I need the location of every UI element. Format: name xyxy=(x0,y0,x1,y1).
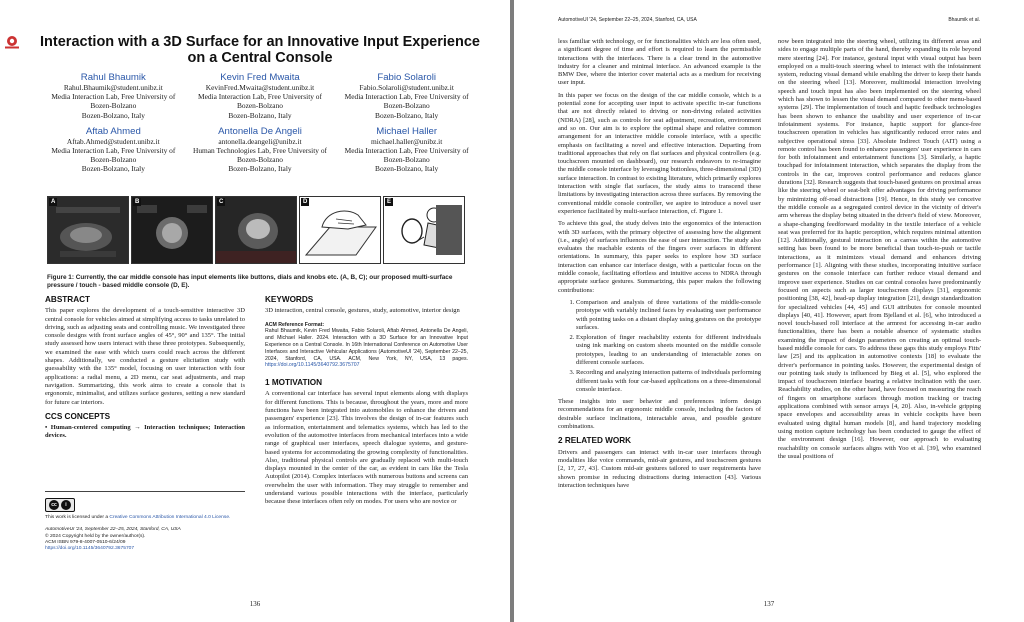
author-affiliation: Media Interaction Lab, Free University of Bozen-Bolzano xyxy=(344,92,469,111)
figure-panel-d xyxy=(299,196,381,264)
author-name: Rahul Bhaumik xyxy=(80,72,146,83)
contribution-item: 3. Recording and analyzing interaction patterns of individuals performing different tasks with four car-based applications on a three-dimensional console interface. xyxy=(576,369,761,394)
right-page xyxy=(514,0,1024,622)
figure-panel-a xyxy=(47,196,129,264)
column-1 xyxy=(558,38,761,494)
author-email: antonella.deangeli@unibz.it xyxy=(218,136,302,146)
author-location: Bozen-Bolzano, Italy xyxy=(375,110,439,120)
author-affiliation: Media Interaction Lab, Free University of Bozen-Bolzano xyxy=(198,92,322,111)
motivation-heading: 1 MOTIVATION xyxy=(265,378,323,388)
abstract-text: This paper explores the development of a touch-sensitive interactive 3D central console for vehicles aimed at simplifying access to tasks unrelated to driving, such as adjusting seats and controlling music. We investigated three console designs with front surface angles of 45°, 90° and 135°. The initial study assessed how users interact with these three prototypes. Subsequently, we examined the ease with which users could reach across the different shapes. Additionally, we conducted a gesture elicitation study with guessability with the 135° model, focusing on user interaction with four applications: a radial menu, a 2D menu, car seat adjustments, and map navigation. Summarizing, this work aims to create a console that is ergonomic, minimalist, and utilizes surface gestures, setting a new standard for future car interiors. xyxy=(45,307,245,406)
figure-1 xyxy=(47,196,465,264)
contribution-item: 1. Comparison and analysis of three variations of the middle-console prototype with variably inclined faces by evaluating user performance with pointing tasks on a distant display using gestures on the prototype surfaces. xyxy=(576,299,761,332)
author-location: Bozen-Bolzano, Italy xyxy=(81,164,145,174)
related-work-heading: 2 RELATED WORK xyxy=(558,436,632,446)
author-location: Bozen-Bolzano, Italy xyxy=(228,164,292,174)
copyright-line: © 2024 Copyright held by the owner/author(s). xyxy=(45,533,146,539)
left-page xyxy=(0,0,510,622)
page-number: 137 xyxy=(763,600,775,608)
paragraph: In this paper we focus on the design of the car middle console, which is a potential zone for accepting user input to activate specific in-car functions that are not directly related to driving or non-driving related activities (NDRA) [28], such as controls for seat adjustment, recreation, environment and so on. Our aim is to explore the optimal shape and relative common arrangement for an interactive middle console interface, with a specific emphasis on facilitating a novel and effective interaction. Departing from traditional approaches that rely on flat surfaces and physical controllers (e.g. touchscreen mounted on dashboard), our research endeavors to re-imagine the middle console interface by leveraging buttonless, three-dimensional (3D) surface interaction. In contrast to existing literature, which primarily explores interaction with single flat surfaces, the study aims to transcend these limitations by investigating interaction across three surfaces. By removing the conventional middle console controller, we aspire to introduce a novel user experience facilitated by multi-surface interaction, cf. Figure 1. xyxy=(558,91,761,215)
panel-label: D xyxy=(303,199,308,205)
console-knob-photo xyxy=(216,197,296,263)
panel-label: B xyxy=(135,199,140,205)
left-column xyxy=(45,296,245,445)
author-location: Bozen-Bolzano, Italy xyxy=(228,110,292,120)
author-affiliation: Human Technologies Lab, Free University of Bozen-Bolzano xyxy=(192,146,327,165)
license-text: This work is licensed under a xyxy=(45,515,109,520)
acm-reference xyxy=(265,322,468,370)
license-divider xyxy=(45,491,245,492)
author-block xyxy=(40,72,480,174)
hand-on-console-sketch xyxy=(300,197,380,263)
author-location: Bozen-Bolzano, Italy xyxy=(81,110,145,120)
author-1 xyxy=(40,72,187,120)
paragraph: Drivers and passengers can interact with in-car user interfaces through modalities like voice commands, mid-air gestures, and touchscreen gestures [2, 17, 27, 43]. Custom mid-air gestures tailored to user requirements have shown promise in reducing distractions during interaction [43]. Various interaction techniques have xyxy=(558,448,761,489)
ccs-text: • Human-centered computing → Interaction techniques; Interaction devices. xyxy=(45,424,245,440)
running-head-left: AutomotiveUI '24, September 22–25, 2024, Stanford, CA, USA xyxy=(558,17,697,23)
author-email: Rahul.Bhaumik@student.unibz.it xyxy=(63,83,163,92)
console-buttons-photo xyxy=(48,197,128,263)
acm-reference-heading: ACM Reference Format: xyxy=(265,321,325,328)
isbn-line: ACM ISBN 979-8-4007-0510-6/24/09 xyxy=(45,539,126,545)
author-5 xyxy=(187,126,334,174)
ccs-heading: CCS CONCEPTS xyxy=(45,411,111,421)
contribution-list xyxy=(558,299,761,394)
author-name: Kevin Fred Mwaita xyxy=(220,72,300,83)
author-4 xyxy=(40,126,187,174)
figure-panel-b xyxy=(131,196,213,264)
license-link[interactable]: Creative Commons Attribution International 4.0 License. xyxy=(109,515,231,520)
author-email: KevinFred.Mwaita@student.unibz.it xyxy=(205,83,315,92)
driver-sketch xyxy=(384,197,464,263)
cc-by-icon[interactable]: cc i xyxy=(45,498,75,512)
right-column xyxy=(265,296,468,511)
paragraph: now been integrated into the steering wheel, utilizing its different areas and sides to engage multiple parts of the hand, thereby expanding its role beyond mere steering [24]. For instance, gestural input with visual output has been employed on a multi-touch steering wheel to interact with the infotainment system, reducing visual demand while enabling the driver to keep their hands on the steering wheel [13]. Moreover, multimodal interaction involving speech and touch input has also been implemented on the steering wheel which has shown to lessen the visual demand compared to other menu-based systems [29]. The implementation of touch and haptic feedback technologies has been shown to enhance the usability and user experience of in-car infotainment systems. For instance, haptic support for glance-free touchscreen operation in vehicles has significantly reduced error rates and subjective operational stress [33]. Absolute Indirect Touch (AIT) using a remote control has been found to enhance passengers' user experience in cars for both infotainment and entertainment functions [3]. Similarly, a haptic touchpad for infotainment interaction, which separates the display from the controls in the car, improves control performance and reduces glance durations [32]. Research suggests that touch-based gestures on proximal areas like the steering wheel or seat-belt offer advantages for driving performance by minimizing off-road distractions [19]. Hence, in this study we conceive the middle console as a segregated control device in the vicinity of driver's arm whereas the display being situated in the driver's field of view. Moreover, a shape-changing feedforward modality in the textile interface of a vehicle seat was preferred for its haptic perception, which requires minimal attention [12]. Additionally, gestural interaction on a canvas within the automotive setting has been found to be more beneficial than touch-to-push or tactile interactions, as it minimizes visual demand and enhances driving performance [1]. Aligning with these studies, incorporating intuitive surface gestures on the console interface can further reduce visual demand and improve user experience. Studies on car central consoles have predominantly focused on aspects such as larger touchscreen displays [31], ergonomic positioning [38, 42], head-up display integration [21], design standardization for specialized vehicles [44, 45] and GUI attributes for console mounted displays [40, 41]. However, apart from Bjelland et al. [6], who introduced a novel touch-based roll interface at the armrest for accessing in-car audio functionalities, there has been a notable absence of systematic studies examining the impact of design parameters on creating an optimal touch-based middle console for cars. To address these gaps this study employs Fitts' law [25] and its application in automotive contexts [18] to evaluate the driver's performance in pointing tasks. However, the experimental design of our pointing task study is influenced by Bieg et al. [5], who explored the impact of touchscreen interface bearing a relative inclination with the user. Reachability studies, on the other hand, have focused on measuring the reach of fingers on smartphone surfaces through motion tracking or tracing applications combined with sensor arrays [4, 20]. Also, in-vehicle gripping space envelopes and accessibility areas in vehicle cockpits have been evaluated using digital human models [8], and hand trajectory modeling using motion capture technology has been conducted to gauge the effect of the environment design [16]. However, our approach to evaluating reachability on console surfaces aligns with Yoo et al. [39], who examined the usual positions of xyxy=(778,38,981,460)
author-name: Michael Haller xyxy=(376,125,438,137)
author-name: Antonella De Angeli xyxy=(218,125,302,137)
paragraph: To achieve this goal, the study delves into the ergonomics of the interaction with 3D surfaces, with the primary objective of assessing how the alignment (i.e., angle) of surfaces influences the ease of user interaction. The study also evaluates the reachable extents of the fingers over surfaces in different orientations. In summary, this paper seeks to explore how 3D surface interaction can enhance car interface design, with a particular focus on the middle console, facilitating effortless and intuitive access to NDRA through appropriate surface gestures. Summarizing, this paper makes the following contributions: xyxy=(558,220,761,294)
author-email: michael.haller@unibz.it xyxy=(371,136,443,146)
author-affiliation: Media Interaction Lab, Free University of Bozen-Bolzano xyxy=(344,146,469,165)
author-name: Aftab Ahmed xyxy=(85,125,141,137)
figure-caption: Figure 1: Currently, the car middle console has input elements like buttons, dials and knobs etc. (A, B, C); our proposed multi-surface pressure / touch - based middle console (D, E). xyxy=(47,274,453,290)
page-number: 136 xyxy=(249,600,261,608)
contribution-item: 2. Exploration of finger reachability extents for different individuals using ink marking on custom sheets mounted on the middle console prototypes, leading to an understanding of interactable zones on different console surfaces. xyxy=(576,334,761,367)
author-location: Bozen-Bolzano, Italy xyxy=(375,164,439,174)
author-6 xyxy=(333,126,480,174)
console-dial-photo xyxy=(132,197,212,263)
panel-label: A xyxy=(51,199,56,205)
license-block xyxy=(45,491,245,552)
author-email: Fabio.Solaroli@student.unibz.it xyxy=(359,83,454,92)
conference-line: AutomotiveUI '24, September 22–25, 2024, Stanford, CA, USA xyxy=(45,527,181,533)
author-affiliation: Media Interaction Lab, Free University of Bozen-Bolzano xyxy=(51,92,176,111)
figure-panel-e xyxy=(383,196,465,264)
author-2 xyxy=(187,72,334,120)
paragraph: less familiar with technology, or for functionalities which are less often used, a significant degree of time and effort is required to learn the permissible interactions with the interfaces. There is a clear trend in the automotive industry for a cleaner and minimal interface. An advanced example is the BMW Dee, where the interior cover material acts as a medium for receiving user input. xyxy=(558,38,761,87)
running-head-right: Bhaumik et al. xyxy=(948,17,980,23)
acm-doi-link[interactable]: https://doi.org/10.1145/3640792.3675707 xyxy=(265,362,360,369)
doi-link[interactable]: https://doi.org/10.1145/3640792.3675707 xyxy=(45,546,135,552)
author-email: Aftab.Ahmed@student.unibz.it xyxy=(66,136,160,146)
keywords-heading: KEYWORDS xyxy=(265,295,314,304)
abstract-heading: ABSTRACT xyxy=(45,295,91,304)
panel-label: E xyxy=(387,199,392,205)
author-name: Fabio Solaroli xyxy=(377,72,436,83)
panel-label: C xyxy=(219,199,224,205)
paragraph: These insights into user behavior and preferences inform design recommendations for an ergonomic middle console, including the factors of desirable surface inclinations, interactable areas, and possible gesture combinations. xyxy=(558,398,761,431)
column-2 xyxy=(778,38,981,465)
acm-reference-text: Rahul Bhaumik, Kevin Fred Mwaita, Fabio Solaroli, Aftab Ahmed, Antonella De Angeli, and Michael Haller. 2024. Interaction with a 3D Surface for an Innovative Input Experience on a Central Console. In 16th International Conference on Automotive User Interfaces and Interactive Vehicular Applications (AutomotiveUI '24), September 22–25, 2024, Stanford, CA, USA. ACM, New York, NY, USA, 13 pages. xyxy=(265,328,468,362)
author-3 xyxy=(333,72,480,120)
motivation-text: A conventional car interface has several input elements along with displays for different functions. This is because, throughout the years, more and more functions have been integrated into automobiles to enhance the drivers and passengers' experience [23]. This involves the design of in-car features such as information, entertainment and telematics systems, which has led to the evolution of the automotive interfaces from mechanical interfaces into a wide range of graphical user interfaces, speech dialogue systems, and gesture-based systems for accommodating the growing complexity of functionalities. Also, traditional physical controls are gradually replaced with multi-touch displays mounted in the center of the car, as evident in cars like the Tesla Autopilot (2014). Complex interfaces with numerous buttons and screens can overwhelm the user with information. They may struggle to remember and understand various possible interactions with the interface, particularly because these interfaces often rely on modes. For users who are novice or xyxy=(265,390,468,506)
keywords-text: 3D interaction, central console, gestures, study, automotive, interior design xyxy=(265,307,460,315)
author-affiliation: Media Interaction Lab, Free University of Bozen-Bolzano xyxy=(51,146,176,165)
paper-title: Interaction with a 3D Surface for an Innovative Input Experience on a Central Console xyxy=(40,34,480,66)
check-for-updates-icon[interactable] xyxy=(3,35,21,49)
figure-panel-c xyxy=(215,196,297,264)
